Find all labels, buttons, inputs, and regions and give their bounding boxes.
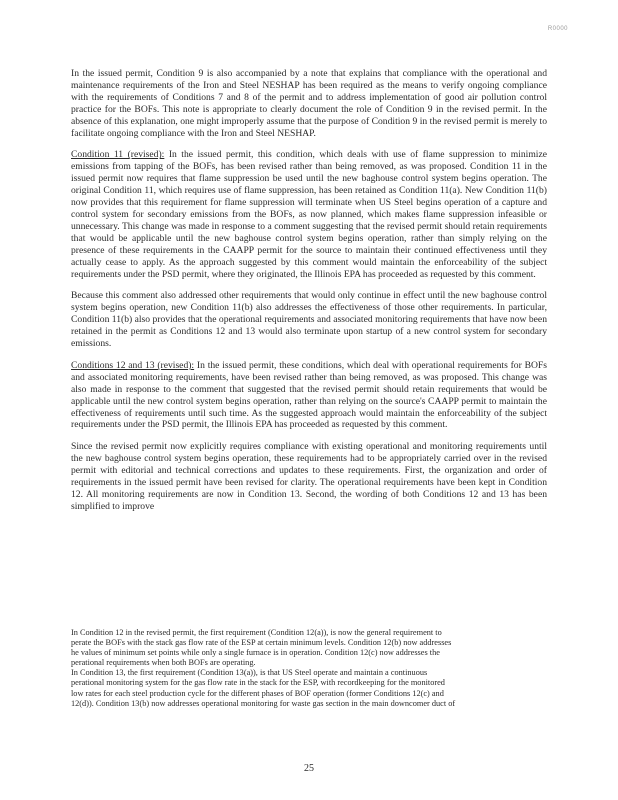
paragraph-text: In the issued permit, Condition 9 is also accompanied by a note that explains that compliance with the operational and maintenance requirements of the Iron and Steel NESHAP has been required as the means to verify ongoing compliance with the requirements of Conditions 7 and 8 of the permit and to address implementation of good air pollution control practice for the BOFs. This note is appropriate to clearly document the role of Condition 9 in the revised permit. In the absence of this explanation, one might improperly assume that the purpose of Condition 9 in the revised permit is merely to facilitate ongoing compliance with the Iron and Steel NESHAP. [71, 68, 547, 139]
paragraph-conditions-12-13 [71, 360, 547, 431]
paragraph-3 [71, 290, 547, 350]
paragraph-condition-11 [71, 149, 547, 280]
footnote-line: perate the BOFs with the stack gas flow rate of the ESP at certain minimum levels. Condition 12(b) now addresses [71, 638, 452, 648]
paragraph-text: In the issued permit, these conditions, which deal with operational requirements for BOFs and associated monitoring requirements, have been revised rather than being removed, as was proposed. This change was also made in response to the comment that suggested that the revised permit should retain requirements that would be applicable until the new control system begins operation, rather than relying on the source's CAAPP permit to maintain the effectiveness of requirements until such time. As the suggested approach would maintain the enforceability of the subject requirements under the PSD permit, the Illinois EPA has proceeded as requested by this comment. [71, 359, 547, 431]
body-text [71, 68, 547, 523]
page-number: 25 [304, 763, 314, 774]
footnote-line: In Condition 13, the first requirement (Condition 13(a)), is that US Steel operate and maintain a continuous [71, 668, 428, 678]
paragraph-text: Because this comment also addressed other requirements that would only continue in effect until the new baghouse control system begins operation, new Condition 11(b) also addresses the effectiveness of those other requirements. In particular, Condition 11(b) also provides that the operational requirements and associated monitoring requirements that have now been retained in the permit as Conditions 12 and 13 would also terminate upon startup of a new control system for secondary emissions. [71, 290, 547, 350]
footnote-line: perational requirements when both BOFs are operating. [71, 658, 256, 668]
footnote-line: 12(d)). Condition 13(b) now addresses operational monitoring for waste gas section in the main downcomer duct of [71, 698, 456, 708]
footnote-line: In Condition 12 in the revised permit, the first requirement (Condition 12(a)), is now the general requirement to [71, 628, 442, 637]
paragraph-text: In the issued permit, this condition, which deals with use of flame suppression to minimize emissions from tapping of the BOFs, has been revised rather than being removed, as was proposed. Condition 11 in the issued permit now requires that flame suppression be used until the new baghouse control system begins operation. The original Condition 11, which requires use of flame suppression, has been retained as Condition 11(a). New Condition 11(b) now provides that this requirement for flame suppression will terminate when US Steel begins operation of a capture and control system for secondary emissions from the BOFs, as now planned, which makes flame suppression infeasible or unnecessary. This change was made in response to a comment suggesting that the revised permit should retain requirements that would be applicable until the new baghouse control system begins operation, rather than simply relying on the presence of these requirements in the CAAPP permit for the source to maintain their continued effectiveness until they actually cease to apply. As the approach suggested by this comment would maintain the enforceability of the subject requirements under the PSD permit, where they originated, the Illinois EPA has proceeded as requested by this comment. [71, 149, 547, 280]
footnotes [71, 628, 547, 709]
footnote-line: perational monitoring system for the gas flow rate in the stack for the ESP, with recordkeeping for the monitored [71, 678, 445, 688]
paragraph-1 [71, 68, 547, 139]
footnote-line: low rates for each steel production cycle for the different phases of BOF operation (former Conditions 12(c) and [71, 688, 444, 698]
conditions-12-13-heading: Conditions 12 and 13 (revised): [71, 359, 195, 371]
paragraph-5 [71, 441, 547, 512]
condition-11-heading: Condition 11 (revised): [71, 149, 165, 161]
page-stamp: R0000 [547, 26, 568, 32]
paragraph-text: Since the revised permit now explicitly requires compliance with existing operational and monitoring requirements until the new baghouse control system begins operation, these requirements had to be appropriately carried over in the revised permit with editorial and technical corrections and updates to these requirements. First, the organization and order of requirements in the issued permit have been revised for clarity. The operational requirements have been kept in Condition 12. All monitoring requirements are now in Condition 13. Second, the wording of both Conditions 12 and 13 has been simplified to improve [71, 441, 547, 512]
footnote-line: he values of minimum set points while only a single furnace is in operation. Condition 12(c) now addresses the [71, 648, 440, 658]
